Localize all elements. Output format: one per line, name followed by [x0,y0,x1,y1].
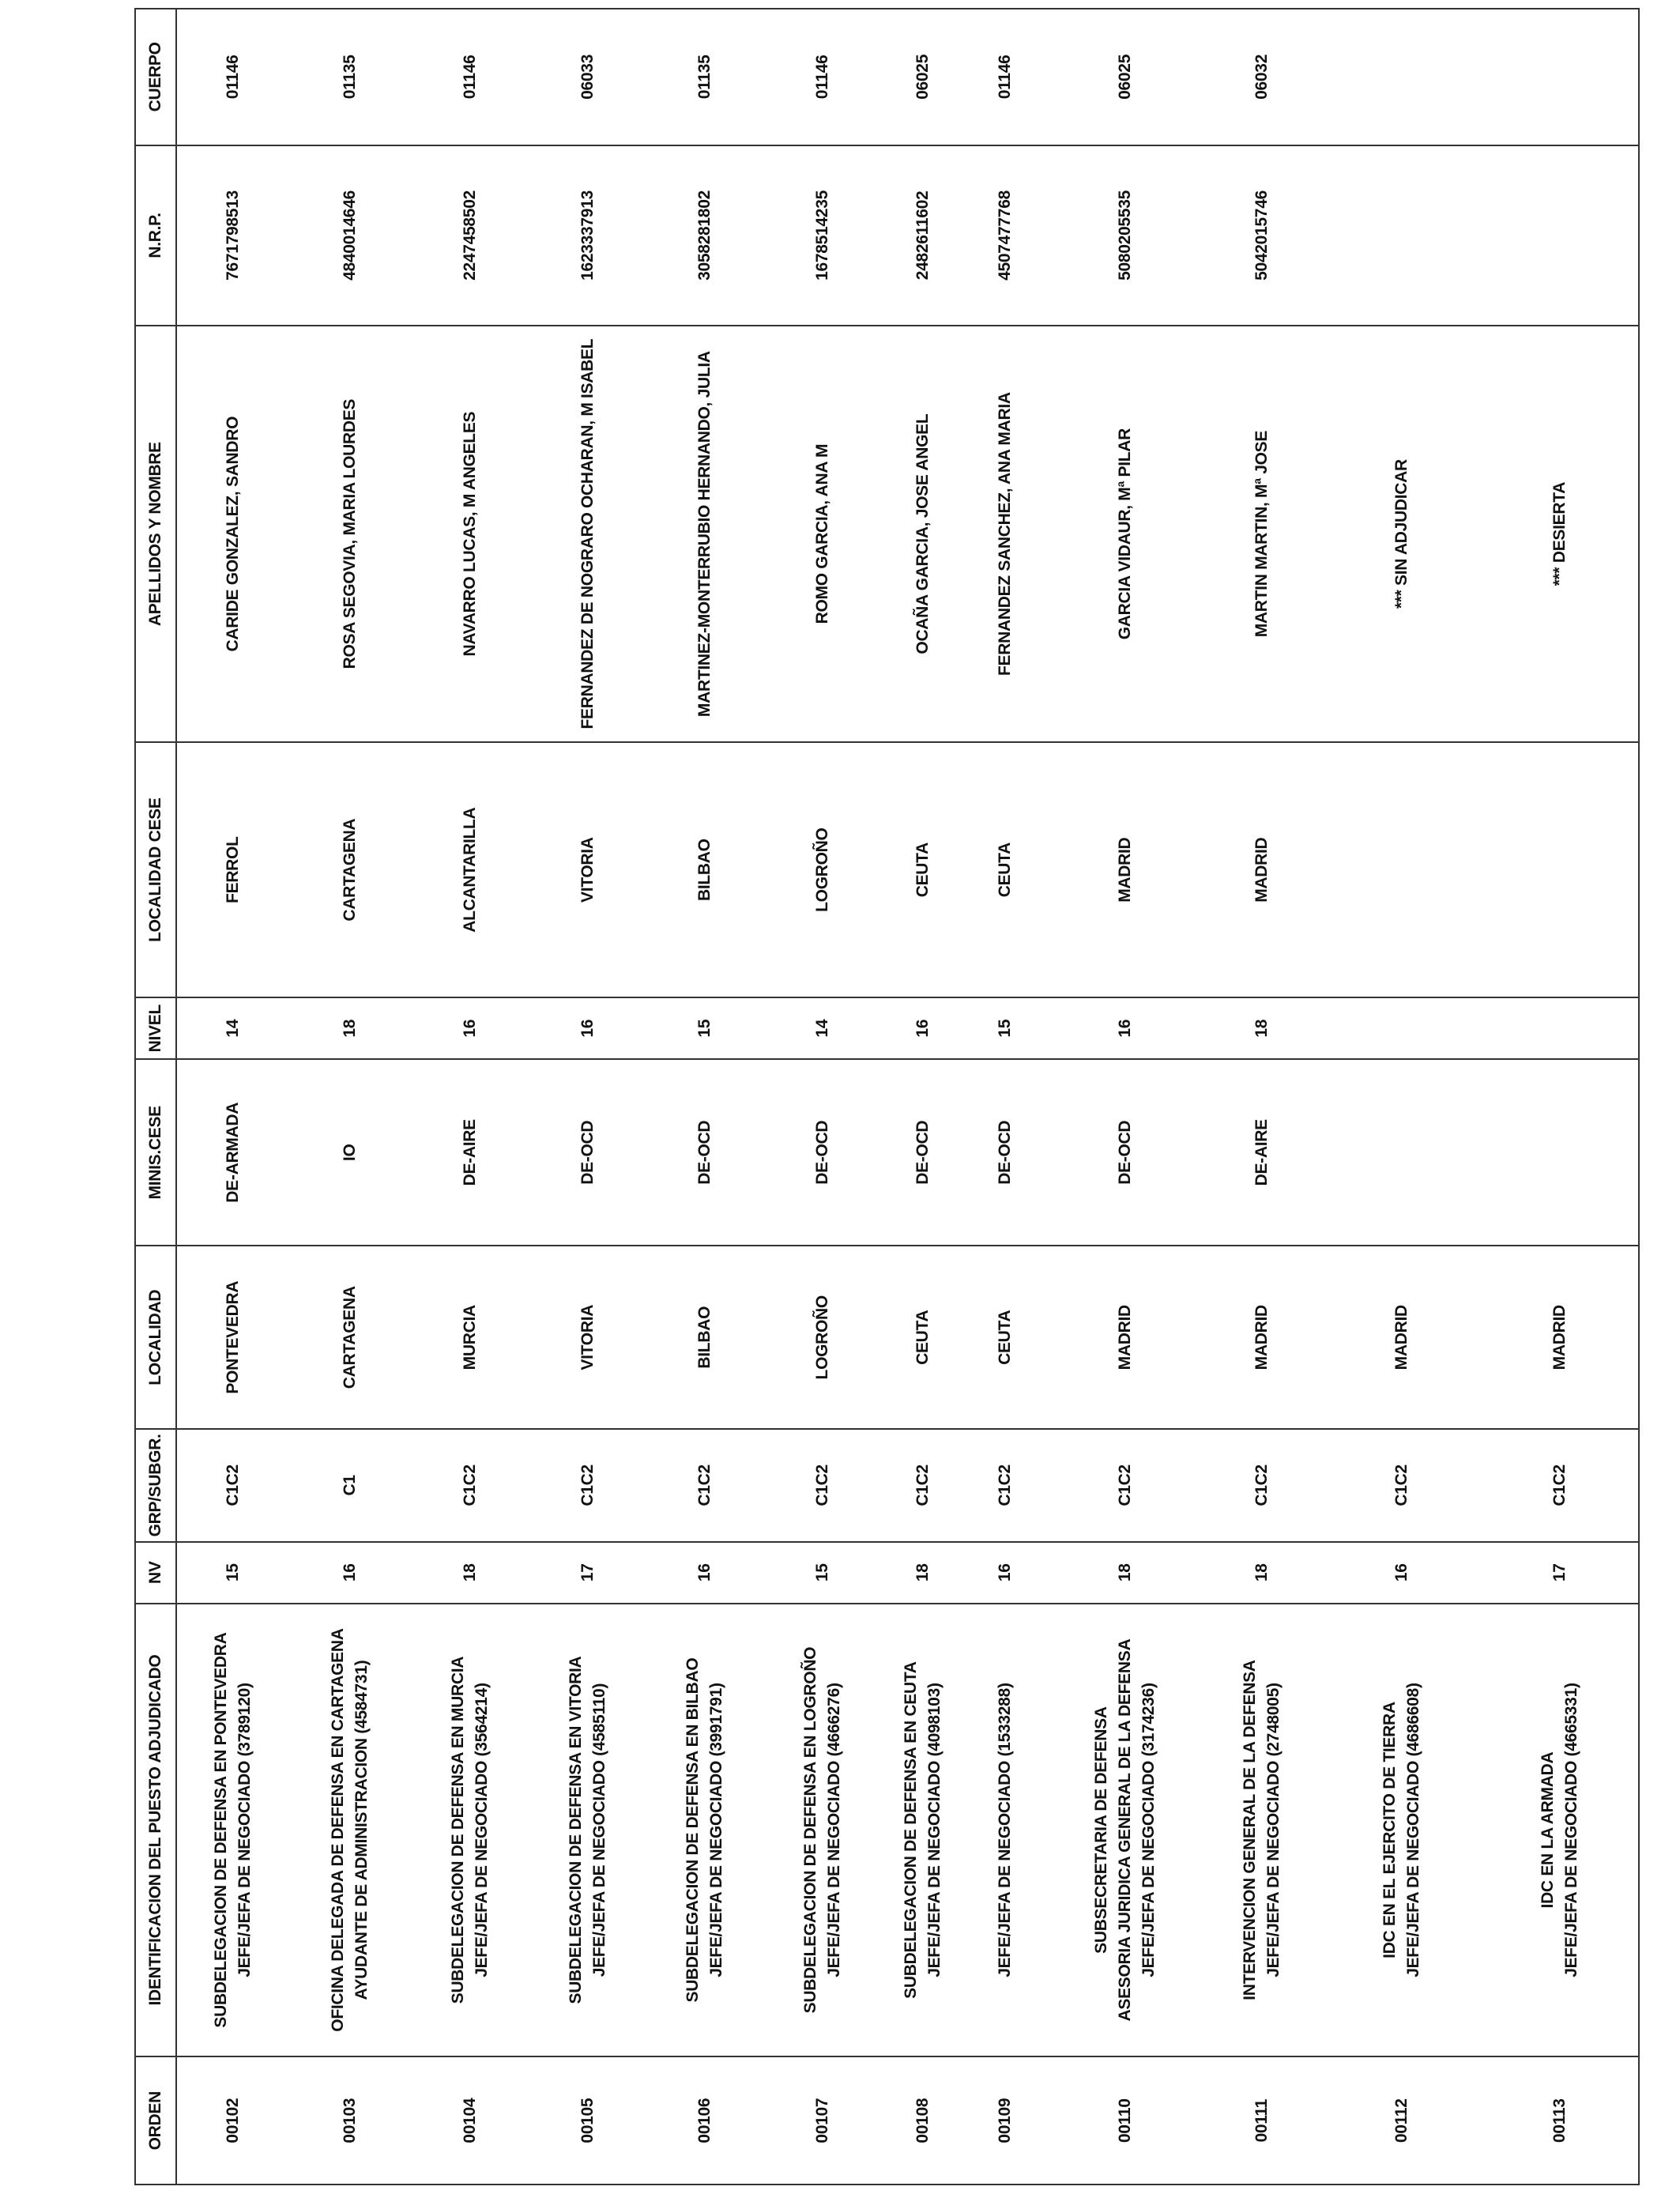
cell-nv: 16 [1321,1542,1482,1604]
cell-nv: 16 [646,1542,764,1604]
cell-grp: C1C2 [1203,1429,1321,1542]
cell-localidad: MURCIA [411,1246,529,1429]
cell-orden: 00103 [289,2056,411,2185]
cell-minis: IO [289,1059,411,1246]
ident-unit: OFICINA DELEGADA DE DEFENSA EN CARTAGENA [329,1628,348,2032]
cell-cuerpo: 01146 [964,9,1047,145]
table-row [529,9,646,2185]
header-orden: ORDEN [135,2056,176,2185]
table-row [1203,9,1321,2185]
ident-unit: SUBSECRETARIA DE DEFENSA [1091,1706,1110,1954]
cell-minis: DE-AIRE [1203,1059,1321,1246]
cell-nombre: OCAÑA GARCIA, JOSE ANGEL [881,326,964,742]
cell-nivel: 18 [1203,997,1321,1059]
cell-grp: C1C2 [646,1429,764,1542]
cell-loc-cese [1482,742,1639,997]
cell-nrp: 5042015746 [1203,145,1321,326]
cell-nrp [1482,145,1639,326]
cell-localidad: VITORIA [529,1246,646,1429]
cell-grp: C1C2 [764,1429,882,1542]
cell-nv: 15 [764,1542,882,1604]
cell-minis: DE-OCD [881,1059,964,1246]
cell-cuerpo: 06032 [1203,9,1321,145]
cell-cuerpo: 06025 [881,9,964,145]
cell-cuerpo: 01135 [646,9,764,145]
table-row [964,9,1047,2185]
cell-minis [1321,1059,1482,1246]
table-row [411,9,529,2185]
cell-cuerpo: 01146 [176,9,289,145]
cell-ident [646,1604,764,2057]
cell-nombre: *** DESIERTA [1482,326,1639,742]
cell-ident [964,1604,1047,2057]
cell-grp: C1C2 [529,1429,646,1542]
cell-orden: 00112 [1321,2056,1482,2185]
cell-nv: 15 [176,1542,289,1604]
table-row [646,9,764,2185]
ident-unit: SUBDELEGACION DE DEFENSA EN MURCIA [448,1656,467,2004]
rotated-page [134,8,1640,2185]
cell-nombre: MARTINEZ-MONTERRUBIO HERNANDO, JULIA [646,326,764,742]
cell-localidad: CARTAGENA [289,1246,411,1429]
cell-nombre: NAVARRO LUCAS, M ANGELES [411,326,529,742]
cell-orden: 00102 [176,2056,289,2185]
cell-loc-cese: LOGROÑO [764,742,882,997]
cell-cuerpo: 01146 [764,9,882,145]
cell-nombre: ROMO GARCIA, ANA M [764,326,882,742]
cell-minis: DE-OCD [964,1059,1047,1246]
cell-grp: C1C2 [176,1429,289,1542]
cell-localidad: PONTEVEDRA [176,1246,289,1429]
ident-unit: INTERVENCION GENERAL DE LA DEFENSA [1241,1660,1260,2000]
ident-unit: SUBDELEGACION DE DEFENSA EN VITORIA [566,1656,585,2004]
cell-loc-cese: BILBAO [646,742,764,997]
ident-puesto: JEFE/JEFA DE NEGOCIADO (3174236) [1139,1683,1158,1977]
cell-minis: DE-OCD [764,1059,882,1246]
table-row [1047,9,1203,2185]
ident-puesto: AYUDANTE DE ADMINISTRACION (4584731) [352,1660,371,2000]
cell-minis: DE-AIRE [411,1059,529,1246]
ident-puesto: JEFE/JEFA DE NEGOCIADO (1533288) [996,1683,1015,1977]
cell-ident [1482,1604,1639,2057]
cell-cuerpo: 06025 [1047,9,1203,145]
cell-nrp: 1623337913 [529,145,646,326]
cell-ident [764,1604,882,2057]
cell-nivel: 18 [289,997,411,1059]
ident-puesto: JEFE/JEFA DE NEGOCIADO (4098103) [925,1683,944,1977]
cell-nrp: 7671798513 [176,145,289,326]
cell-nombre: FERNANDEZ DE NOGRARO OCHARAN, M ISABEL [529,326,646,742]
cell-grp: C1C2 [1047,1429,1203,1542]
cell-nombre: *** SIN ADJUDICAR [1321,326,1482,742]
ident-unit: IDC EN LA ARMADA [1539,1751,1558,1909]
header-localidad: LOCALIDAD [135,1246,176,1429]
cell-nivel: 14 [176,997,289,1059]
cell-nv: 18 [1047,1542,1203,1604]
cell-nrp: 4507477768 [964,145,1047,326]
ident-unit: SUBDELEGACION DE DEFENSA EN BILBAO [684,1657,703,2003]
table-row [1482,9,1639,2185]
cell-ident [881,1604,964,2057]
cell-nivel: 16 [411,997,529,1059]
cell-nv: 18 [881,1542,964,1604]
cell-cuerpo [1321,9,1482,145]
header-nrp: N.R.P. [135,145,176,326]
cell-ident [176,1604,289,2057]
cell-cuerpo: 01135 [289,9,411,145]
header-nv: NV [135,1542,176,1604]
cell-localidad: LOGROÑO [764,1246,882,1429]
cell-loc-cese [1321,742,1482,997]
table-row [289,9,411,2185]
cell-nivel: 16 [1047,997,1203,1059]
cell-localidad: CEUTA [964,1246,1047,1429]
cell-nrp: 3058281802 [646,145,764,326]
cell-grp: C1C2 [1321,1429,1482,1542]
cell-ident [1203,1604,1321,2057]
ident-unit: SUBDELEGACION DE DEFENSA EN LOGROÑO [801,1646,820,2014]
cell-orden: 00109 [964,2056,1047,2185]
ident-puesto: JEFE/JEFA DE NEGOCIADO (3564214) [472,1683,491,1977]
cell-ident [289,1604,411,2057]
cell-orden: 00108 [881,2056,964,2185]
cell-loc-cese: MADRID [1203,742,1321,997]
cell-nombre: CARIDE GONZALEZ, SANDRO [176,326,289,742]
cell-nivel: 16 [529,997,646,1059]
ident-unit2: ASESORIA JURIDICA GENERAL DE LA DEFENSA [1115,1638,1134,2022]
header-loc-cese: LOCALIDAD CESE [135,742,176,997]
table-row [764,9,882,2185]
cell-nv: 17 [1482,1542,1639,1604]
cell-nrp: 4840014646 [289,145,411,326]
cell-minis: DE-OCD [529,1059,646,1246]
cell-minis: DE-OCD [646,1059,764,1246]
cell-grp: C1 [289,1429,411,1542]
cell-loc-cese: MADRID [1047,742,1203,997]
cell-cuerpo [1482,9,1639,145]
cell-orden: 00104 [411,2056,529,2185]
cell-localidad: MADRID [1321,1246,1482,1429]
ident-unit: SUBDELEGACION DE DEFENSA EN PONTEVEDRA [212,1632,231,2028]
cell-nombre: GARCIA VIDAUR, Mª PILAR [1047,326,1203,742]
cell-nombre: FERNANDEZ SANCHEZ, ANA MARIA [964,326,1047,742]
cell-orden: 00110 [1047,2056,1203,2185]
header-nivel: NIVEL [135,997,176,1059]
cell-loc-cese: CEUTA [881,742,964,997]
cell-orden: 00107 [764,2056,882,2185]
table-row [176,9,289,2185]
cell-ident [529,1604,646,2057]
header-row [135,9,176,2185]
cell-nivel: 15 [964,997,1047,1059]
table-row [881,9,964,2185]
cell-ident [411,1604,529,2057]
cell-minis: DE-OCD [1047,1059,1203,1246]
ident-puesto: JEFE/JEFA DE NEGOCIADO (4666276) [825,1683,844,1977]
cell-nv: 18 [1203,1542,1321,1604]
ident-puesto: JEFE/JEFA DE NEGOCIADO (4686608) [1403,1683,1422,1977]
table-row [1321,9,1482,2185]
cell-localidad: MADRID [1047,1246,1203,1429]
cell-nv: 16 [964,1542,1047,1604]
cell-minis: DE-ARMADA [176,1059,289,1246]
cell-localidad: BILBAO [646,1246,764,1429]
cell-nv: 16 [289,1542,411,1604]
header-ident: IDENTIFICACION DEL PUESTO ADJUDICADO [135,1604,176,2057]
ident-puesto: JEFE/JEFA DE NEGOCIADO (3789120) [235,1683,254,1977]
cell-nivel [1482,997,1639,1059]
cell-nrp: 2482611602 [881,145,964,326]
cell-grp: C1C2 [964,1429,1047,1542]
header-cuerpo: CUERPO [135,9,176,145]
cell-nivel: 14 [764,997,882,1059]
cell-ident [1321,1604,1482,2057]
cell-nivel [1321,997,1482,1059]
ident-puesto: JEFE/JEFA DE NEGOCIADO (3991791) [707,1683,726,1977]
ident-puesto: JEFE/JEFA DE NEGOCIADO (4665331) [1562,1683,1581,1977]
cell-ident [1047,1604,1203,2057]
cell-loc-cese: ALCANTARILLA [411,742,529,997]
header-minis: MINIS.CESE [135,1059,176,1246]
cell-cuerpo: 06033 [529,9,646,145]
cell-nrp [1321,145,1482,326]
ident-puesto: JEFE/JEFA DE NEGOCIADO (4585110) [590,1683,608,1977]
cell-nv: 18 [411,1542,529,1604]
ident-unit: IDC EN EL EJERCITO DE TIERRA [1380,1702,1399,1958]
cell-loc-cese: VITORIA [529,742,646,997]
cell-orden: 00105 [529,2056,646,2185]
adjudication-table [134,8,1640,2185]
header-grp: GRP/SUBGR. [135,1429,176,1542]
cell-nrp: 5080205535 [1047,145,1203,326]
cell-localidad: MADRID [1482,1246,1639,1429]
cell-minis [1482,1059,1639,1246]
cell-localidad: MADRID [1203,1246,1321,1429]
cell-cuerpo: 01146 [411,9,529,145]
cell-nrp: 1678514235 [764,145,882,326]
cell-nivel: 15 [646,997,764,1059]
cell-nombre: MARTIN MARTIN, Mª JOSE [1203,326,1321,742]
cell-loc-cese: CEUTA [964,742,1047,997]
cell-nombre: ROSA SEGOVIA, MARIA LOURDES [289,326,411,742]
ident-puesto: JEFE/JEFA DE NEGOCIADO (2748005) [1264,1683,1283,1977]
ident-unit: SUBDELEGACION DE DEFENSA EN CEUTA [901,1661,920,1999]
cell-orden: 00111 [1203,2056,1321,2185]
cell-grp: C1C2 [411,1429,529,1542]
cell-nrp: 2247458502 [411,145,529,326]
header-apellidos: APELLIDOS Y NOMBRE [135,326,176,742]
cell-orden: 00106 [646,2056,764,2185]
cell-localidad: CEUTA [881,1246,964,1429]
cell-nv: 17 [529,1542,646,1604]
cell-nivel: 16 [881,997,964,1059]
cell-loc-cese: FERROL [176,742,289,997]
cell-grp: C1C2 [1482,1429,1639,1542]
cell-orden: 00113 [1482,2056,1639,2185]
cell-grp: C1C2 [881,1429,964,1542]
cell-loc-cese: CARTAGENA [289,742,411,997]
